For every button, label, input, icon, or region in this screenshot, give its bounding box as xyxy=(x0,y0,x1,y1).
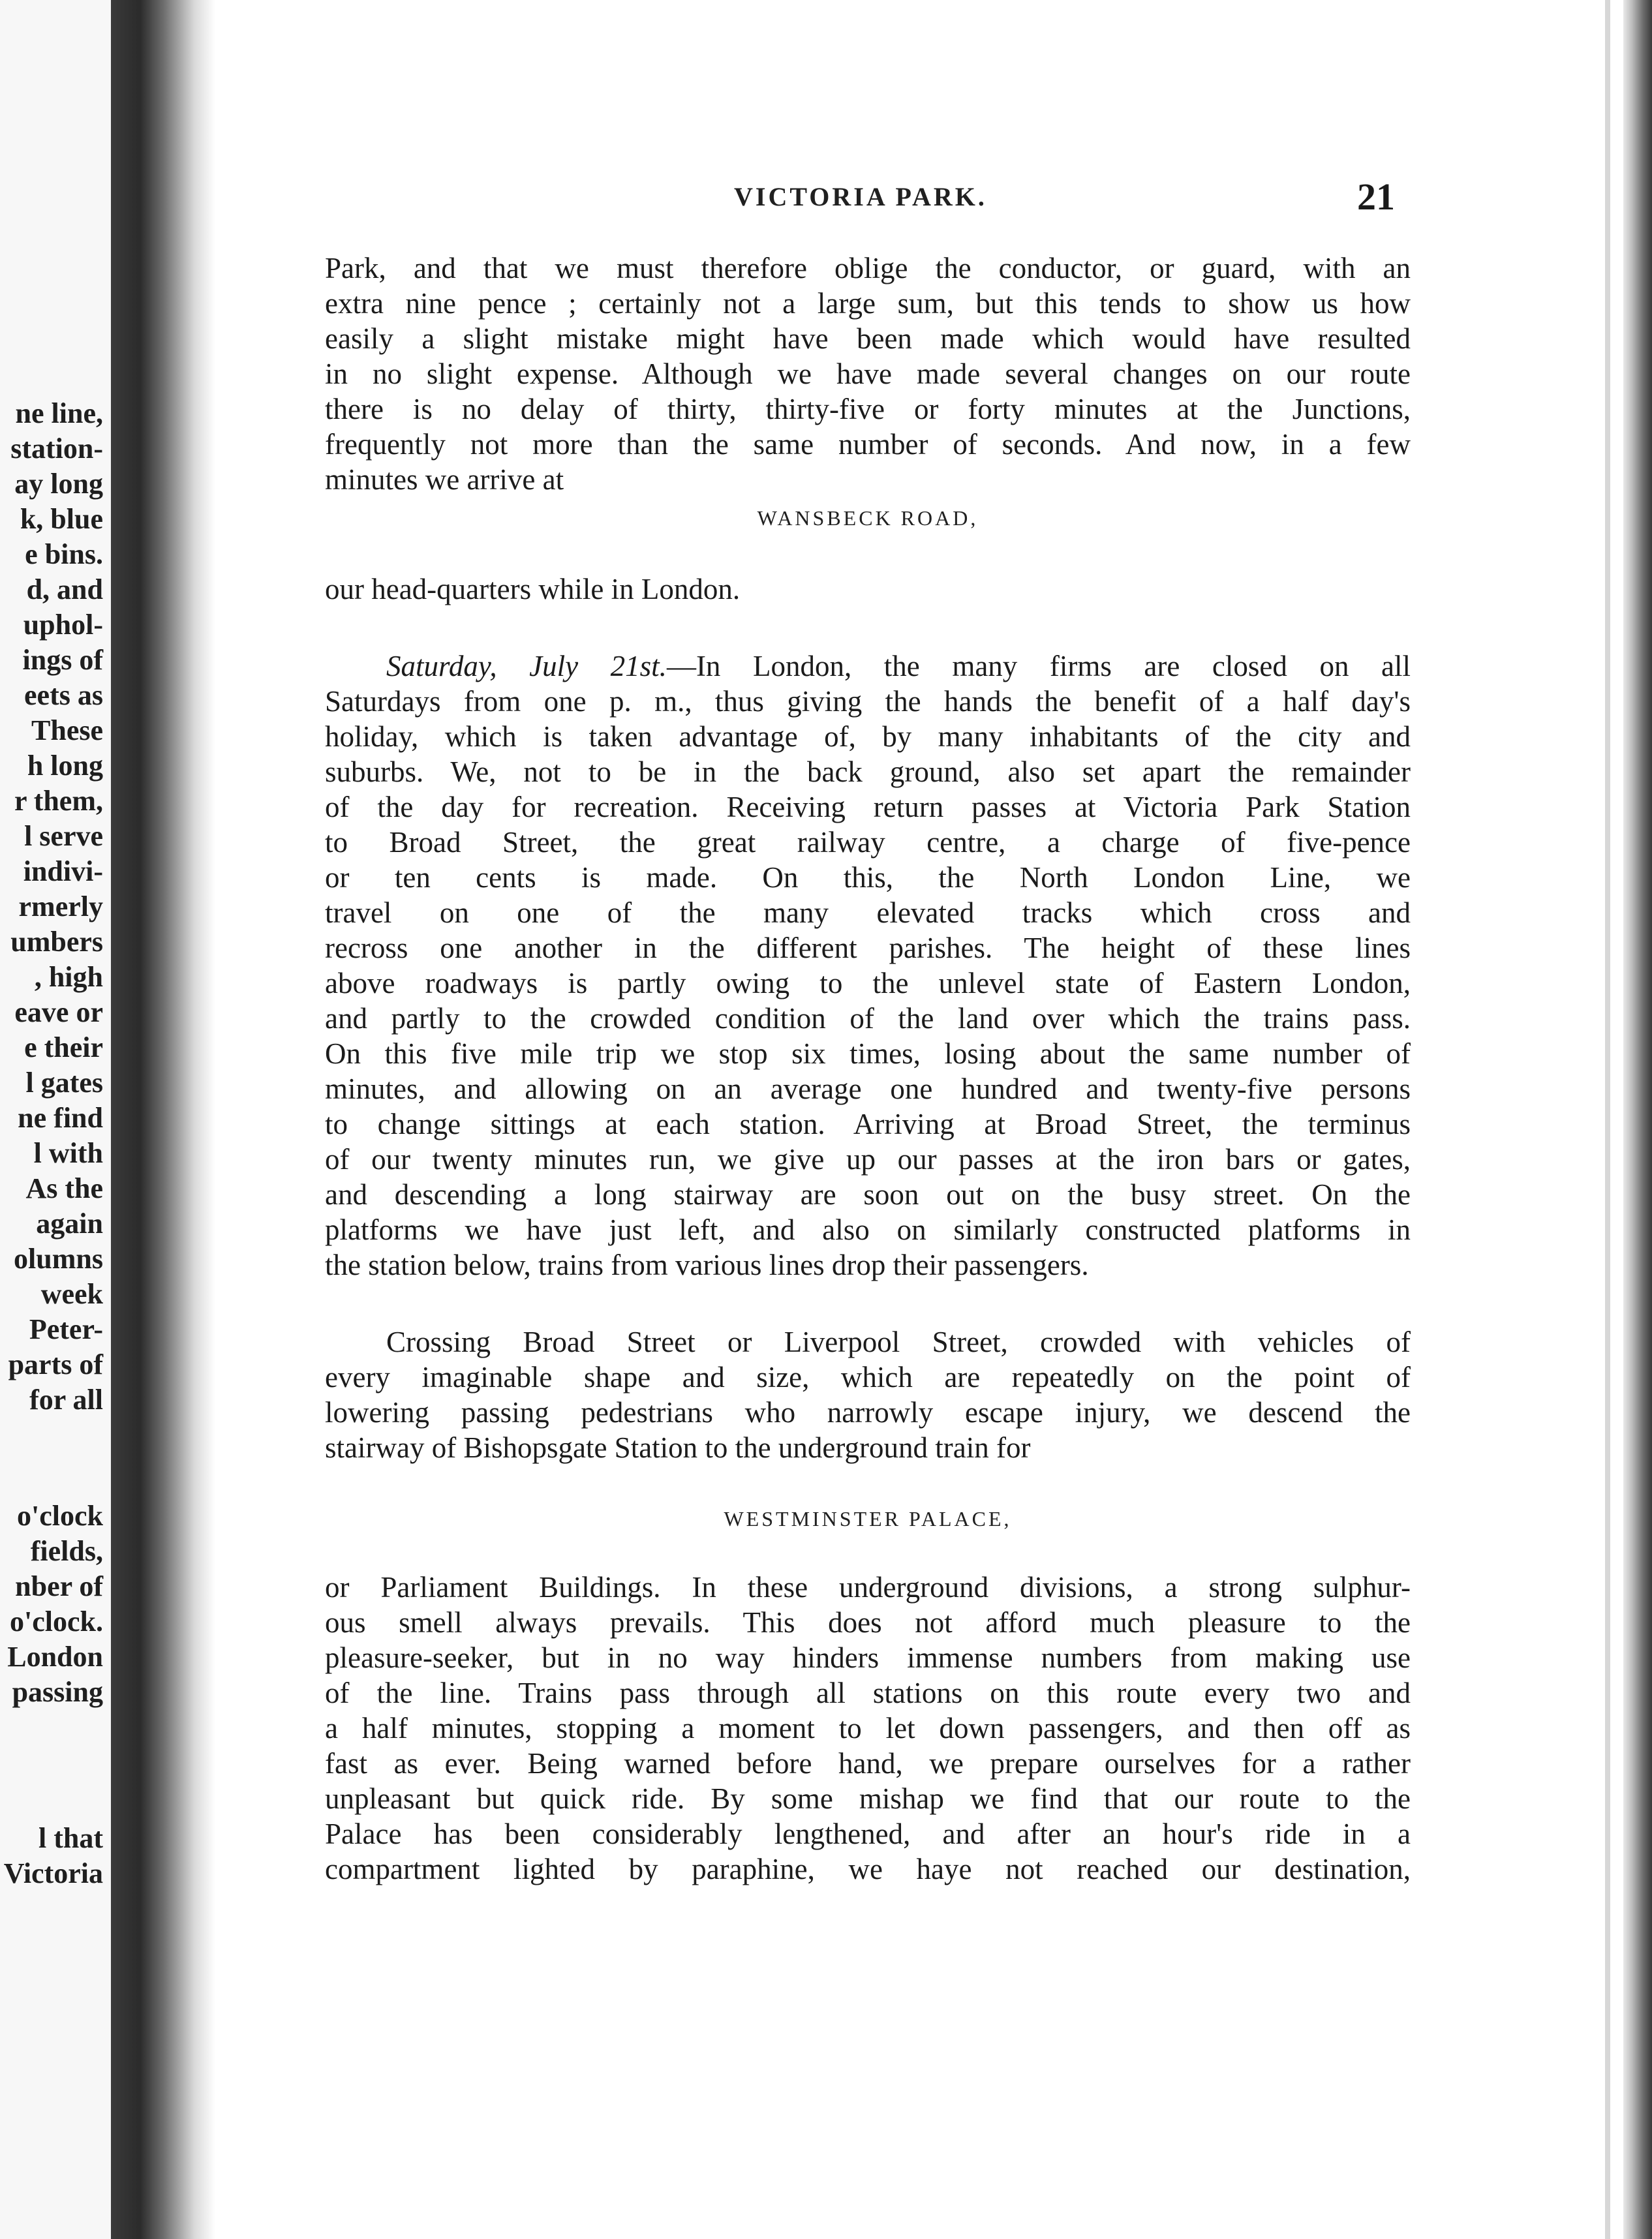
left-fragment-line: o'clock. xyxy=(10,1606,103,1637)
text-line: holiday, which is taken advantage of, by many inhabitants of the city and xyxy=(325,720,1411,753)
text-line: a half minutes, stopping a moment to let down passengers, and then off as xyxy=(325,1712,1411,1744)
text-line: minutes we arrive at xyxy=(325,463,564,496)
left-fragment-line: eets as xyxy=(24,679,103,711)
text-line: easily a slight mistake might have been made which would have resulted xyxy=(325,322,1411,355)
left-fragment-line: h long xyxy=(27,750,103,782)
left-fragment-line: eave or xyxy=(14,996,103,1028)
left-fragment-line: again xyxy=(36,1208,103,1240)
left-fragment-line: London xyxy=(7,1641,103,1673)
text-line: minutes, and allowing on an average one hundred and twenty-five persons xyxy=(325,1073,1411,1105)
text-line: of our twenty minutes run, we give up our passes at the iron bars or gates, xyxy=(325,1143,1411,1176)
left-fragment-line: ings of xyxy=(22,644,103,676)
text-line: there is no delay of thirty, thirty-five or forty minutes at the Junctions, xyxy=(325,393,1411,425)
paragraph-first-line xyxy=(386,648,1411,684)
text-line: Saturdays from one p. m., thus giving the hands the benefit of a half day's xyxy=(325,685,1411,718)
text-line: platforms we have just left, and also on similarly constructed platforms in xyxy=(325,1213,1411,1246)
left-fragment-line: week xyxy=(40,1278,103,1310)
left-fragment-line: Victoria xyxy=(3,1857,103,1889)
left-fragment-line: These xyxy=(31,714,103,746)
left-fragment-line: o'clock xyxy=(17,1500,103,1532)
date-label: Saturday, July 21st. xyxy=(386,650,667,682)
left-fragment-line: l serve xyxy=(24,820,103,852)
left-fragment-line: uphol- xyxy=(23,609,103,641)
text-line: Park, and that we must therefore oblige the conductor, or guard, with an xyxy=(325,252,1411,284)
section-heading-wansbeck: WANSBECK ROAD, xyxy=(757,506,979,530)
left-fragment-line: l with xyxy=(33,1137,103,1169)
left-fragment-line: indivi- xyxy=(23,855,103,887)
text-line: to change sittings at each station. Arriving at Broad Street, the terminus xyxy=(325,1108,1411,1140)
text-line: our head-quarters while in London. xyxy=(325,573,741,605)
text-line: compartment lighted by paraphine, we haye not reached our destination, xyxy=(325,1853,1411,1885)
text-line: to Broad Street, the great railway centre, a charge of five-pence xyxy=(325,826,1411,859)
text-line: pleasure-seeker, but in no way hinders immense numbers from making use xyxy=(325,1641,1411,1674)
left-fragment-line: fields, xyxy=(30,1535,103,1567)
left-fragment-line: umbers xyxy=(10,926,103,958)
left-fragment-line: d, and xyxy=(26,573,103,605)
text-line: suburbs. We, not to be in the back ground, also set apart the remainder xyxy=(325,755,1411,788)
text-line: or Parliament Buildings. In these underground divisions, a strong sulphur- xyxy=(325,1571,1411,1604)
text-line: recross one another in the different parishes. The height of these lines xyxy=(325,932,1411,964)
text-line: extra nine pence ; certainly not a large sum, but this tends to show us how xyxy=(325,287,1411,320)
text-line: frequently not more than the same number of seconds. And now, in a few xyxy=(325,428,1411,461)
text-line: Palace has been considerably lengthened, and after an hour's ride in a xyxy=(325,1818,1411,1850)
left-fragment-line: ne line, xyxy=(15,397,103,429)
text-line: fast as ever. Being warned before hand, we prepare ourselves for a rather xyxy=(325,1747,1411,1780)
text-line: lowering passing pedestrians who narrowly escape injury, we descend the xyxy=(325,1396,1411,1429)
left-fragment-line: k, blue xyxy=(20,503,103,535)
page-number: 21 xyxy=(1357,175,1395,218)
text-line: of the day for recreation. Receiving return passes at Victoria Park Station xyxy=(325,791,1411,823)
left-fragment-line: l gates xyxy=(25,1067,103,1099)
left-fragment-line: station- xyxy=(10,433,103,465)
left-fragment-line: As the xyxy=(25,1172,103,1204)
text-line: and partly to the crowded condition of the land over which the trains pass. xyxy=(325,1002,1411,1035)
left-fragment-line: nber of xyxy=(15,1570,103,1602)
left-fragment-line: e their xyxy=(24,1031,103,1063)
text-line: of the line. Trains pass through all stations on this route every two and xyxy=(325,1677,1411,1709)
text-line: Crossing Broad Street or Liverpool Street, crowded with vehicles of xyxy=(386,1326,1411,1358)
text-line: the station below, trains from various lines drop their passengers. xyxy=(325,1249,1089,1281)
text-line: ous smell always prevails. This does not afford much pleasure to the xyxy=(325,1606,1411,1639)
book-gutter xyxy=(111,0,215,2239)
left-fragment-line: l that xyxy=(38,1822,103,1854)
page-edge-shadow xyxy=(1623,0,1652,2239)
left-fragment-line: for all xyxy=(29,1384,103,1416)
left-fragment-line: olumns xyxy=(14,1243,103,1275)
text-line: stairway of Bishopsgate Station to the underground train for xyxy=(325,1431,1031,1464)
text-line: every imaginable shape and size, which are repeatedly on the point of xyxy=(325,1361,1411,1394)
left-page-fragment xyxy=(0,0,111,2239)
text-line: above roadways is partly owing to the unlevel state of Eastern London, xyxy=(325,967,1411,999)
text-span: —In London, the many firms are closed on all xyxy=(666,650,1411,682)
left-fragment-line: Peter- xyxy=(29,1313,103,1345)
left-fragment-line: passing xyxy=(12,1676,103,1708)
text-line: On this five mile trip we stop six times, losing about the same number of xyxy=(325,1037,1411,1070)
left-fragment-line: e bins. xyxy=(25,538,103,570)
left-fragment-line: ne find xyxy=(18,1102,103,1134)
left-fragment-line: , high xyxy=(34,961,103,993)
text-line: and descending a long stairway are soon out on the busy street. On the xyxy=(325,1178,1411,1211)
text-line: in no slight expense. Although we have made several changes on our route xyxy=(325,358,1411,390)
running-head: VICTORIA PARK. xyxy=(734,182,987,211)
text-line: unpleasant but quick ride. By some mishap we find that our route to the xyxy=(325,1782,1411,1815)
text-line: or ten cents is made. On this, the North London Line, we xyxy=(325,861,1411,894)
left-fragment-line: ay long xyxy=(14,468,103,500)
left-fragment-line: rmerly xyxy=(18,891,103,922)
left-fragment-line: r them, xyxy=(14,785,103,817)
left-fragment-line: parts of xyxy=(8,1348,103,1380)
text-line: travel on one of the many elevated tracks which cross and xyxy=(325,896,1411,929)
page-edge-line xyxy=(1605,0,1610,2239)
section-heading-westminster: WESTMINSTER PALACE, xyxy=(724,1507,1012,1531)
